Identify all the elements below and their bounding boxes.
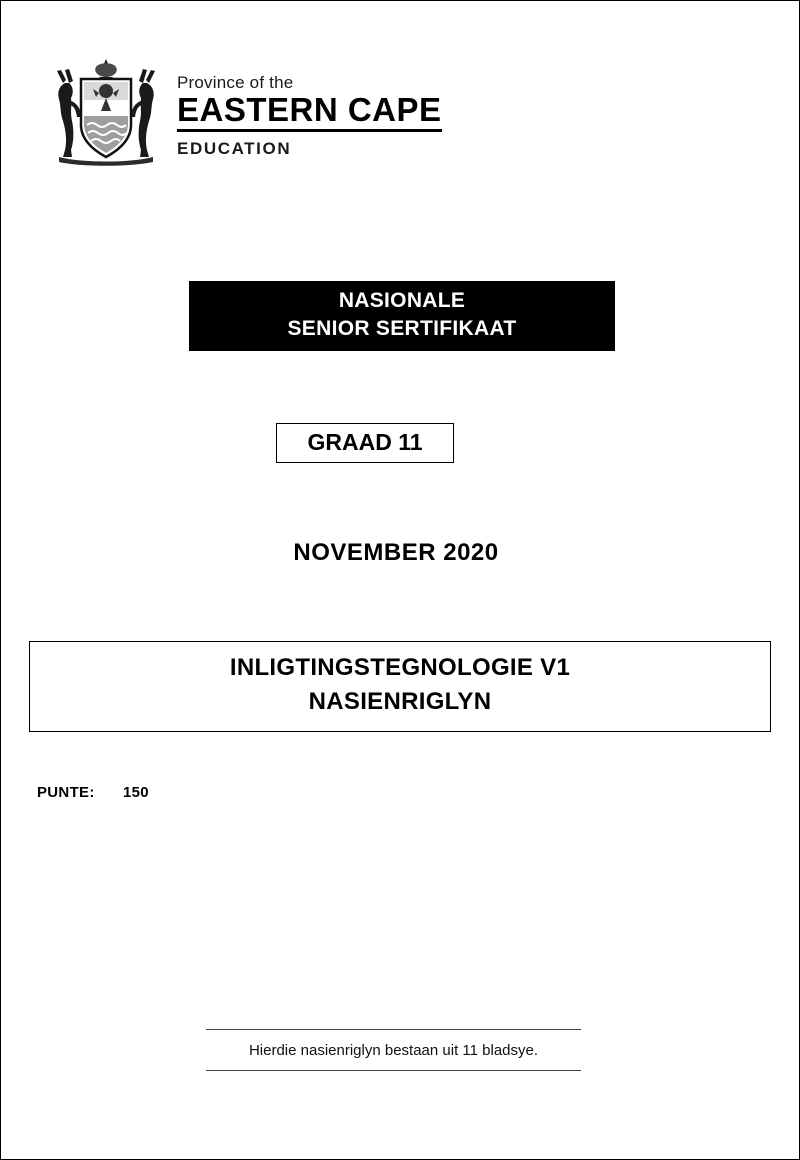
footer-note: [206, 1029, 581, 1071]
certificate-banner: [189, 281, 615, 351]
logo-wordmark: [177, 73, 477, 159]
subject-box: [29, 641, 771, 732]
grade-label: GRAAD 11: [307, 429, 423, 455]
subject-line-2: NASIENRIGLYN: [308, 688, 492, 715]
logo-line-education: EDUCATION: [177, 139, 292, 158]
provincial-logo: [41, 53, 471, 173]
marks-row: [37, 784, 149, 801]
footer-note-text: Hierdie nasienriglyn bestaan uit 11 bladsye.: [248, 1042, 539, 1059]
footer-rule-bottom: [206, 1070, 581, 1071]
banner-line-1: NASIONALE: [338, 289, 466, 312]
grade-box: [276, 423, 454, 463]
exam-date: NOVEMBER 2020: [293, 539, 499, 566]
marks-value: 150: [123, 784, 149, 801]
banner-line-2: SENIOR SERTIFIKAAT: [287, 317, 517, 340]
logo-line-eastern-cape: EASTERN CAPE: [177, 92, 442, 132]
marks-label: PUNTE:: [37, 784, 95, 801]
logo-line-province: Province of the: [177, 73, 294, 92]
subject-line-1: INLIGTINGSTEGNOLOGIE V1: [229, 654, 571, 681]
coat-of-arms-icon: [41, 53, 171, 168]
